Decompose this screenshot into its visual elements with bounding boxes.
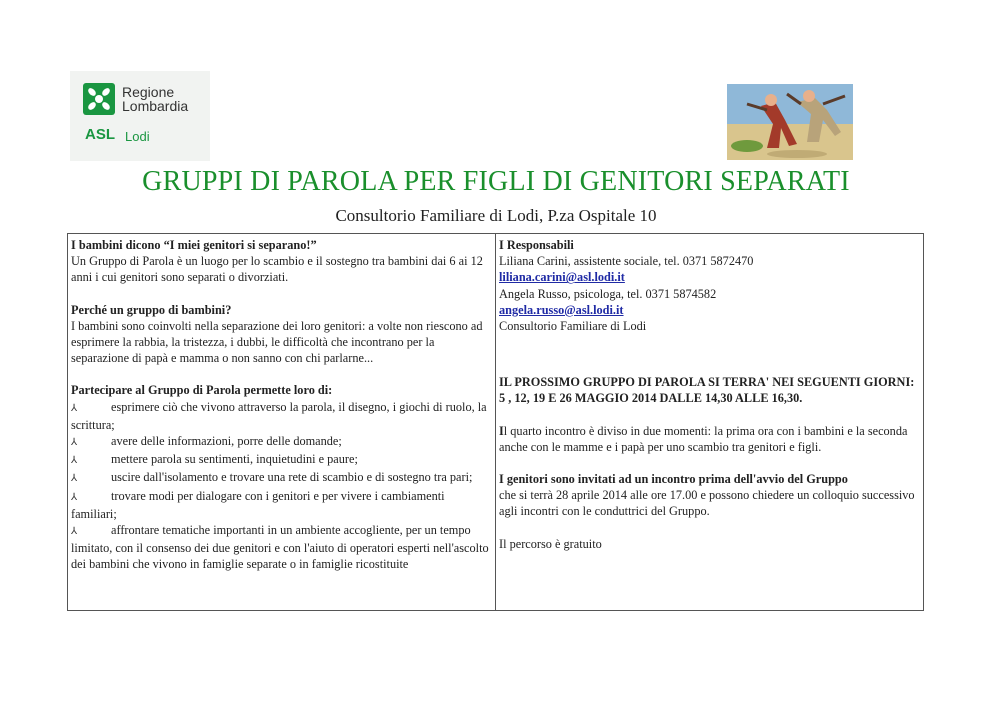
- spacer: [71, 286, 491, 302]
- list-item: [71, 433, 491, 451]
- why-group-paragraph: I bambini sono coinvolti nella separazione dei loro genitori: a volte non riescono ad esprimere la rabbia, la tristezza, i dubbi, le difficoltà che incontrano per la separazione di papà e mamma o non sanno con chi parlarne...: [71, 318, 483, 366]
- logo-region-name: [122, 85, 188, 113]
- contact-carini: Liliana Carini, assistente sociale, tel. 0371 5872470: [499, 254, 754, 269]
- list-item: [71, 451, 491, 469]
- heading-children-say: I bambini dicono “I miei genitori si separano!”: [71, 238, 317, 252]
- right-column: [496, 234, 923, 610]
- bullet-icon: ⅄: [71, 402, 78, 414]
- page-subtitle: Consultorio Familiare di Lodi, P.za Ospitale 10: [335, 206, 657, 225]
- contact-russo: Angela Russo, psicologa, tel. 0371 5874582: [499, 286, 717, 301]
- fourth-meeting-text: l quarto incontro è diviso in due momenti: la prima ora con i bambini e la seconda anche con le mamme e i papà per uno scambio tra genitori e figli.: [499, 423, 908, 454]
- spacer: [499, 358, 919, 374]
- spacer: [499, 455, 919, 471]
- spacer: [499, 520, 919, 536]
- left-column: [68, 234, 496, 610]
- asl-lodi-logo: [70, 71, 210, 161]
- intro-paragraph: Un Gruppo di Parola è un luogo per lo scambio e il sostegno tra bambini dai 6 ai 12 anni i cui genitori sono separati o divorziati.: [71, 254, 483, 285]
- list-item-text: affrontare tematiche importanti in un ambiente accogliente, per un tempo limitato, con il consenso dei due genitori e con l'aiuto di operatori esperti nell'ascolto dei bambini che vivono in famiglie separate o in famiglie ricostituite: [71, 523, 489, 572]
- list-item: [71, 488, 491, 522]
- email-link-carini[interactable]: liliana.carini@asl.lodi.it: [499, 270, 625, 285]
- bullet-icon: ⅄: [71, 455, 78, 467]
- next-group-announcement: IL PROSSIMO GRUPPO DI PAROLA SI TERRA' NEI SEGUENTI GIORNI: 5 , 12, 19 E 26 MAGGIO 2014 DALLE 14,30 ALLE 16,30.: [499, 375, 915, 406]
- heading-responsibles: I Responsabili: [499, 238, 574, 252]
- bullet-icon: ⅄: [71, 526, 78, 538]
- list-item: [71, 522, 491, 573]
- list-item: [71, 399, 491, 433]
- list-item-text: avere delle informazioni, porre delle domande;: [111, 434, 342, 449]
- spacer: [499, 407, 919, 423]
- fourth-meeting-initial: I: [499, 423, 504, 438]
- office-name: Consultorio Familiare di Lodi: [499, 319, 647, 334]
- logo-asl: ASL: [85, 126, 115, 143]
- logo-region-line2: Lombardia: [122, 98, 189, 114]
- benefit-list: [71, 399, 491, 573]
- logo-city: Lodi: [125, 129, 150, 144]
- fourth-meeting-paragraph: [499, 423, 919, 455]
- list-item-text: mettere parola su sentimenti, inquietudini e paure;: [111, 452, 358, 467]
- regione-lombardia-mark-icon: [83, 83, 115, 115]
- free-course-note: Il percorso è gratuito: [499, 536, 602, 551]
- page-title: GRUPPI DI PAROLA PER FIGLI DI GENITORI SEPARATI: [142, 166, 850, 197]
- info-table: [67, 233, 924, 611]
- list-item-text: uscire dall'isolamento e trovare una rete di scambio e di sostegno tra pari;: [111, 470, 473, 485]
- parents-invitation-text: che si terrà 28 aprile 2014 alle ore 17.00 e possono chiedere un colloquio successivo agli incontri con le conduttrici del Gruppo.: [499, 488, 915, 519]
- bullet-icon: ⅄: [71, 473, 78, 485]
- list-item: [71, 469, 491, 487]
- logo-region-line1: Regione: [122, 84, 175, 100]
- bullet-icon: ⅄: [71, 437, 78, 449]
- bullet-icon: ⅄: [71, 491, 78, 503]
- spacer: [499, 334, 919, 358]
- spacer: [71, 366, 491, 382]
- children-playing-illustration: [727, 84, 853, 160]
- heading-participation: Partecipare al Gruppo di Parola permette loro di:: [71, 383, 333, 398]
- list-item-text: esprimere ciò che vivono attraverso la parola, il disegno, i giochi di ruolo, la scrittura;: [71, 399, 487, 432]
- list-item-text: trovare modi per dialogare con i genitori e per vivere i cambiamenti familiari;: [71, 488, 445, 521]
- email-link-russo[interactable]: angela.russo@asl.lodi.it: [499, 302, 624, 317]
- heading-why-group: Perché un gruppo di bambini?: [71, 302, 232, 317]
- parents-invitation-heading: I genitori sono invitati ad un incontro prima dell'avvio del Gruppo: [499, 472, 848, 487]
